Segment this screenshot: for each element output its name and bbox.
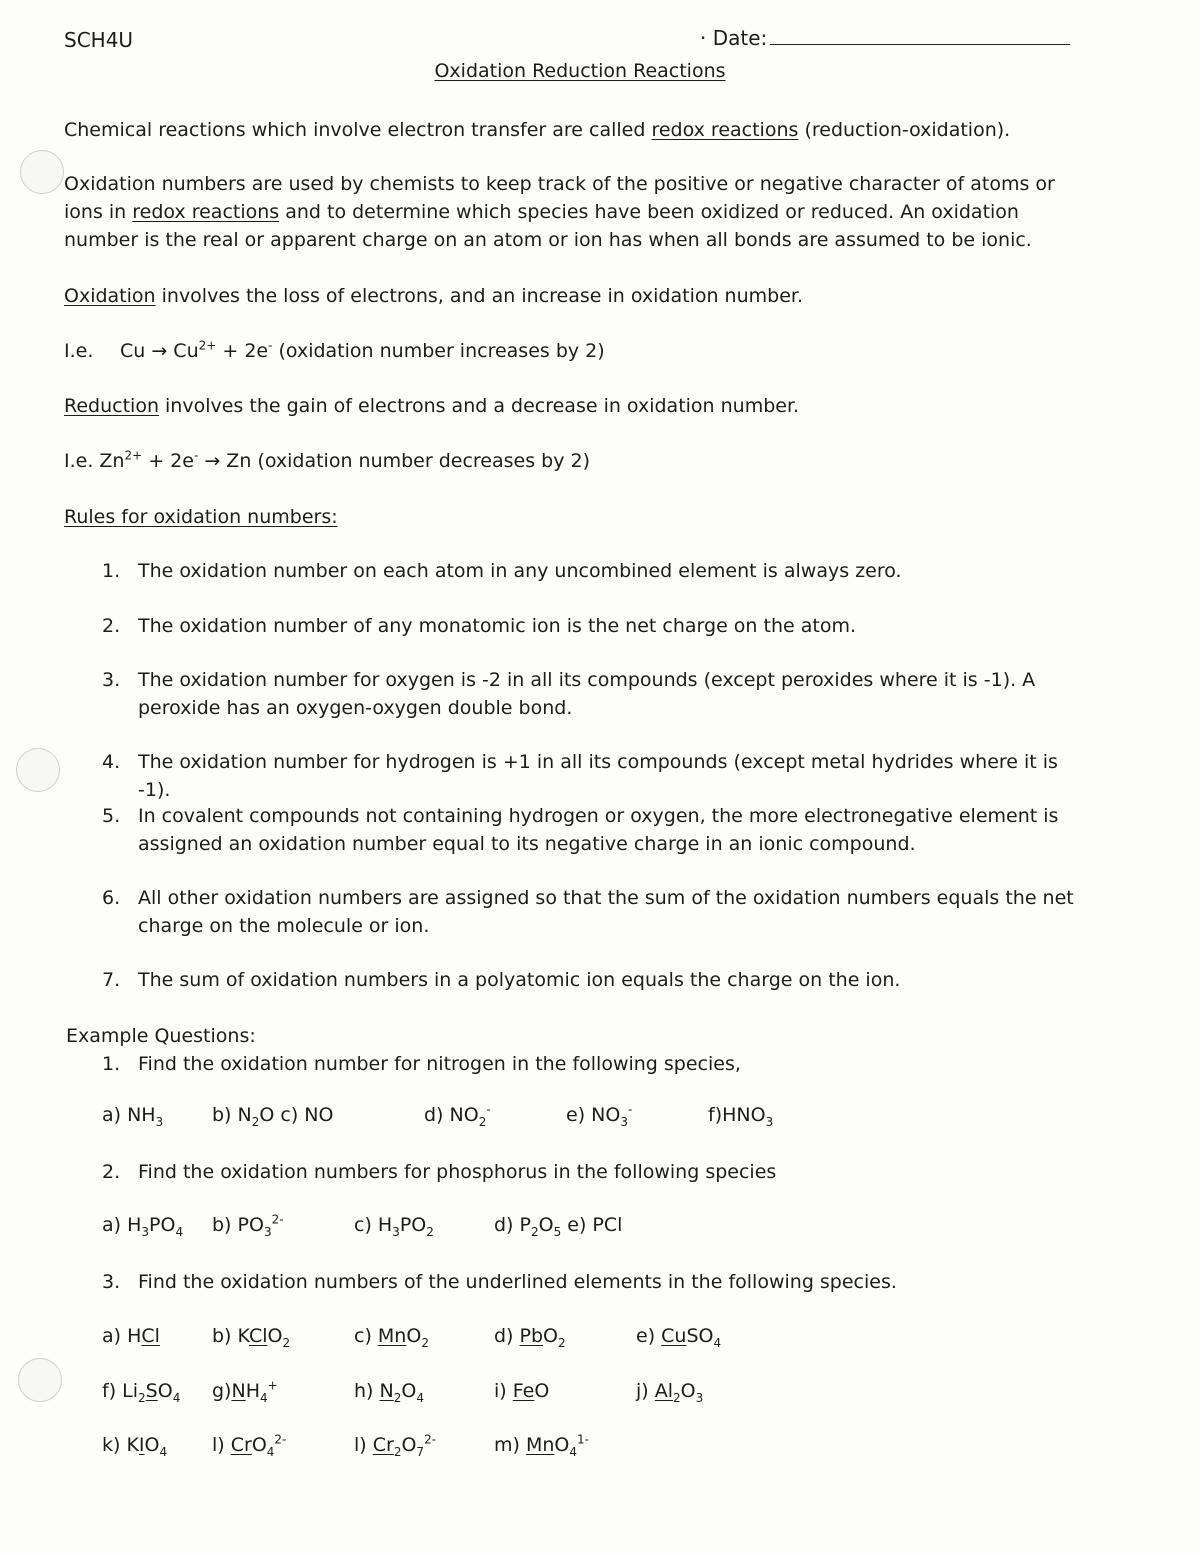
reduction-definition xyxy=(64,392,1104,420)
rule-text: All other oxidation numbers are assigned so that the sum of the oxidation numbers equals the net charge on the molecule or ion. xyxy=(138,887,1074,937)
rule-number: 2. xyxy=(102,615,121,637)
rule-text: The oxidation number of any monatomic ion is the net charge on the atom. xyxy=(138,615,856,637)
reduction-eq-sup1: 2+ xyxy=(124,448,143,463)
binder-hole-top xyxy=(20,150,64,194)
rule-number: 4. xyxy=(102,751,121,773)
q2-species-a: a) $H_3PO_4$ xyxy=(102,1214,184,1239)
question-text: Find the oxidation numbers of the underlined elements in the following species. xyxy=(138,1271,897,1293)
oxidation-eq-a: Cu → Cu xyxy=(120,340,199,362)
question-number: 3. xyxy=(102,1271,121,1293)
q1-species-a: a) $NH_3$ xyxy=(102,1104,164,1129)
intro-p2-term: redox reactions xyxy=(132,201,280,223)
q3-species-h: h) $N_2O_4$ xyxy=(354,1380,424,1405)
intro-p2-text: Oxidation numbers are used by chemists to keep track of the positive or negative character of atoms or ions in xyxy=(64,173,1055,223)
q3-species-g: $g)NH_4^+$ xyxy=(212,1378,278,1405)
q3-species-k: k) $KIO_4$ xyxy=(102,1434,168,1459)
question-text: Find the oxidation number for nitrogen in the following species, xyxy=(138,1053,741,1075)
rules-heading: Rules for oxidation numbers: xyxy=(64,506,338,528)
rule-7 xyxy=(102,966,1102,994)
q2-species-c: c) $H_3PO_2$ xyxy=(354,1214,434,1239)
question-3 xyxy=(102,1268,1102,1296)
q3-species-l2: l) $Cr_2O_7^{2-}$ xyxy=(354,1432,437,1459)
reduction-definition-text: involves the gain of electrons and a decrease in oxidation number. xyxy=(158,395,800,417)
page-title: Oxidation Reduction Reactions xyxy=(434,60,726,82)
rule-3 xyxy=(102,666,1102,722)
rule-number: 1. xyxy=(102,560,121,582)
oxidation-example xyxy=(64,337,605,365)
intro-p2-after: and to determine which species have been oxidized or reduced. An oxidation number is the real or apparent charge on an atom or ion has when all bonds are assumed to be ionic. xyxy=(64,201,1032,251)
rule-text: The oxidation number on each atom in any uncombined element is always zero. xyxy=(138,560,902,582)
rule-number: 5. xyxy=(102,805,121,827)
question-2 xyxy=(102,1158,1102,1186)
question-number: 1. xyxy=(102,1053,121,1075)
rule-text: The oxidation number for oxygen is -2 in all its compounds (except peroxides where it is -1). A peroxide has an oxygen-oxygen double bond. xyxy=(138,669,1036,719)
question-1 xyxy=(102,1050,1102,1078)
intro-paragraph-2 xyxy=(64,170,1094,254)
q3-species-m: m) MnO$_4^{1-}$ xyxy=(494,1432,589,1459)
oxidation-ie: I.e. xyxy=(64,340,94,362)
q3-species-e: e) CuSO$_4$ xyxy=(636,1325,722,1350)
rule-text: In covalent compounds not containing hydrogen or oxygen, the more electronegative element is assigned an oxidation number equal to its negative charge in an ionic compound. xyxy=(138,805,1059,855)
rule-6 xyxy=(102,884,1102,940)
reduction-example xyxy=(64,447,590,475)
binder-hole-middle xyxy=(16,748,60,792)
rule-number: 6. xyxy=(102,887,121,909)
q3-species-a: a) HCl xyxy=(102,1325,160,1347)
intro-p1-text: Chemical reactions which involve electron transfer are called xyxy=(64,119,652,141)
examples-heading: Example Questions: xyxy=(66,1025,256,1047)
rule-2 xyxy=(102,612,1102,640)
q3-species-f: f) $Li_2SO_4$ xyxy=(102,1380,181,1405)
q3-species-l: l) CrO$_4^{2-}$ xyxy=(212,1432,287,1459)
q3-species-c: c) MnO$_2$ xyxy=(354,1325,429,1350)
rule-text: The oxidation number for hydrogen is +1 in all its compounds (except metal hydrides where it is -1). xyxy=(138,751,1058,801)
q2-species-d-e: d) $P_2O_5$ e) PCl xyxy=(494,1214,623,1239)
reduction-eq-c: → Zn (oxidation number decreases by 2) xyxy=(198,450,591,472)
oxidation-eq-sup1: 2+ xyxy=(198,338,217,353)
intro-p1-term: redox reactions xyxy=(651,119,799,141)
q1-species-f: $f)HNO_3$ xyxy=(708,1104,774,1129)
reduction-eq-sup2: - xyxy=(193,448,199,463)
rule-5 xyxy=(102,802,1102,858)
reduction-term: Reduction xyxy=(64,395,159,417)
rule-1 xyxy=(102,557,1102,585)
rule-number: 3. xyxy=(102,669,121,691)
q3-species-d: d) PbO$_2$ xyxy=(494,1325,566,1350)
date-label: · Date: xyxy=(700,26,768,50)
q3-species-b: b) KClO$_2$ xyxy=(212,1325,291,1350)
q1-species-d: d) $NO_2^-$ xyxy=(424,1102,491,1129)
q3-species-i: i) FeO xyxy=(494,1380,550,1402)
reduction-eq-b: + 2e xyxy=(142,450,194,472)
rule-4 xyxy=(102,748,1102,804)
oxidation-definition-text: involves the loss of electrons, and an increase in oxidation number. xyxy=(155,285,804,307)
rule-text: The sum of oxidation numbers in a polyatomic ion equals the charge on the ion. xyxy=(138,969,901,991)
intro-p1-after: (reduction-oxidation). xyxy=(798,119,1011,141)
rule-number: 7. xyxy=(102,969,121,991)
intro-paragraph-1 xyxy=(64,116,1104,144)
question-text: Find the oxidation numbers for phosphorus in the following species xyxy=(138,1161,777,1183)
oxidation-eq-sup2: - xyxy=(268,338,273,353)
q1-species-b-c: b) $N_2O$ c) NO xyxy=(212,1104,334,1129)
date-label-text: Date: xyxy=(712,26,768,50)
q1-species-e: e) $NO_3^-$ xyxy=(566,1102,633,1129)
oxidation-term: Oxidation xyxy=(64,285,156,307)
course-code: SCH4U xyxy=(64,28,134,52)
binder-hole-bottom xyxy=(18,1358,62,1402)
q3-species-j: j) $Al_2O_3$ xyxy=(636,1380,704,1405)
oxidation-eq-c: (oxidation number increases by 2) xyxy=(272,340,605,362)
date-blank-line xyxy=(770,44,1070,45)
q2-species-b: b) $PO_3^{2-}$ xyxy=(212,1212,284,1239)
question-number: 2. xyxy=(102,1161,121,1183)
reduction-eq-a: I.e. Zn xyxy=(64,450,125,472)
oxidation-eq-b: + 2e xyxy=(216,340,269,362)
oxidation-definition xyxy=(64,282,1104,310)
